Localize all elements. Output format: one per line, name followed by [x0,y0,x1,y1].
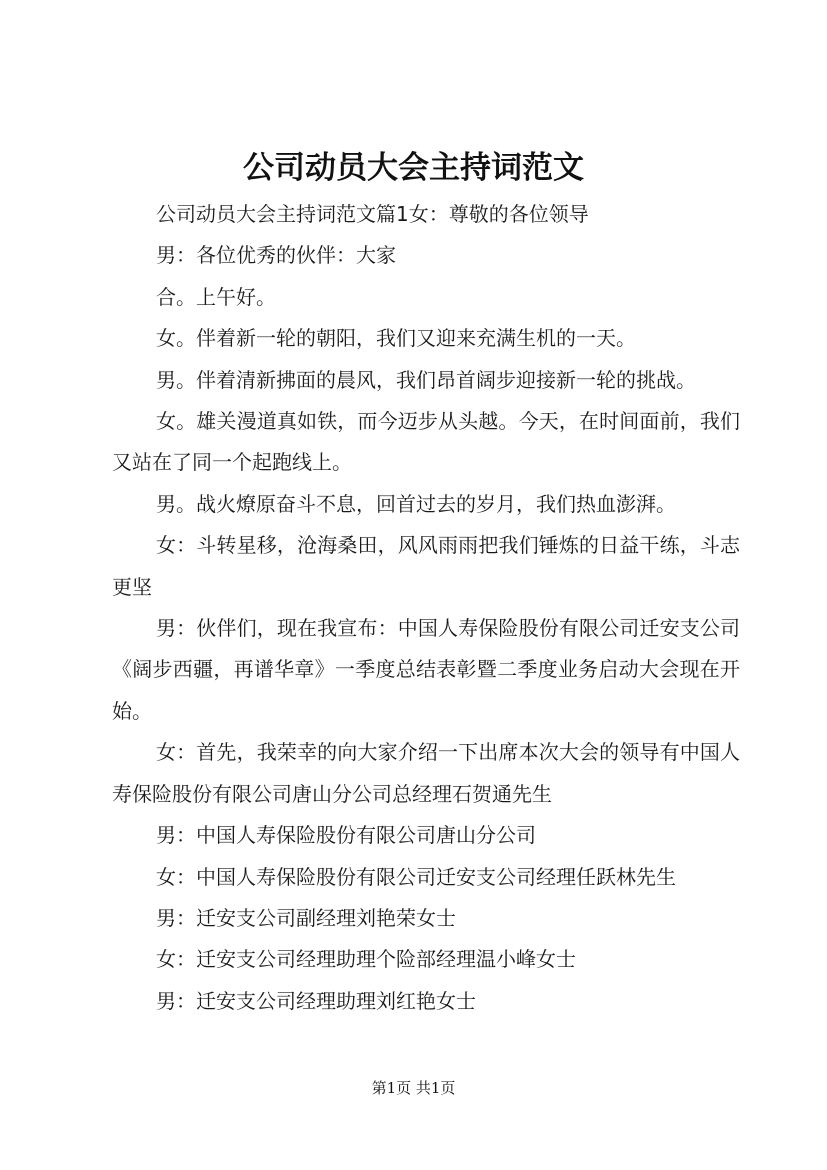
paragraph: 男：伙伴们，现在我宣布：中国人寿保险股份有限公司迁安支公司《阔步西疆，再谱华章》一季度总结表彰暨二季度业务启动大会现在开始。 [112,616,740,723]
page-number-footer: 第1页 共1页 [371,1079,456,1097]
paragraph: 女。伴着新一轮的朝阳，我们又迎来充满生机的一天。 [156,326,636,351]
paragraph: 男：迁安支公司副经理刘艳荣女士 [156,905,456,930]
paragraph: 合。上午好。 [156,284,276,309]
paragraph: 男。战火燎原奋斗不息，回首过去的岁月，我们热血澎湃。 [156,491,676,516]
paragraph: 女：中国人寿保险股份有限公司迁安支公司经理任跃林先生 [156,864,676,889]
paragraph: 女：斗转星移，沧海桑田，风风雨雨把我们锤炼的日益干练，斗志更坚 [112,533,740,599]
paragraph: 女：首先，我荣幸的向大家介绍一下出席本次大会的领导有中国人寿保险股份有限公司唐山分公司总经理石贺通先生 [112,740,740,806]
paragraph: 男：迁安支公司经理助理刘红艳女士 [156,988,476,1013]
paragraph: 男：各位优秀的伙伴：大家 [156,243,396,268]
paragraph: 女：迁安支公司经理助理个险部经理温小峰女士 [156,947,576,972]
paragraph: 男：中国人寿保险股份有限公司唐山分公司 [156,823,536,848]
paragraph: 女。雄关漫道真如铁，而今迈步从头越。今天，在时间面前，我们又站在了同一个起跑线上。 [112,409,740,475]
document-body [112,194,740,1022]
document-title: 公司动员大会主持词范文 [243,150,584,186]
paragraph: 公司动员大会主持词范文篇1女：尊敬的各位领导 [156,202,589,226]
paragraph: 男。伴着清新拂面的晨风，我们昂首阔步迎接新一轮的挑战。 [156,367,696,392]
